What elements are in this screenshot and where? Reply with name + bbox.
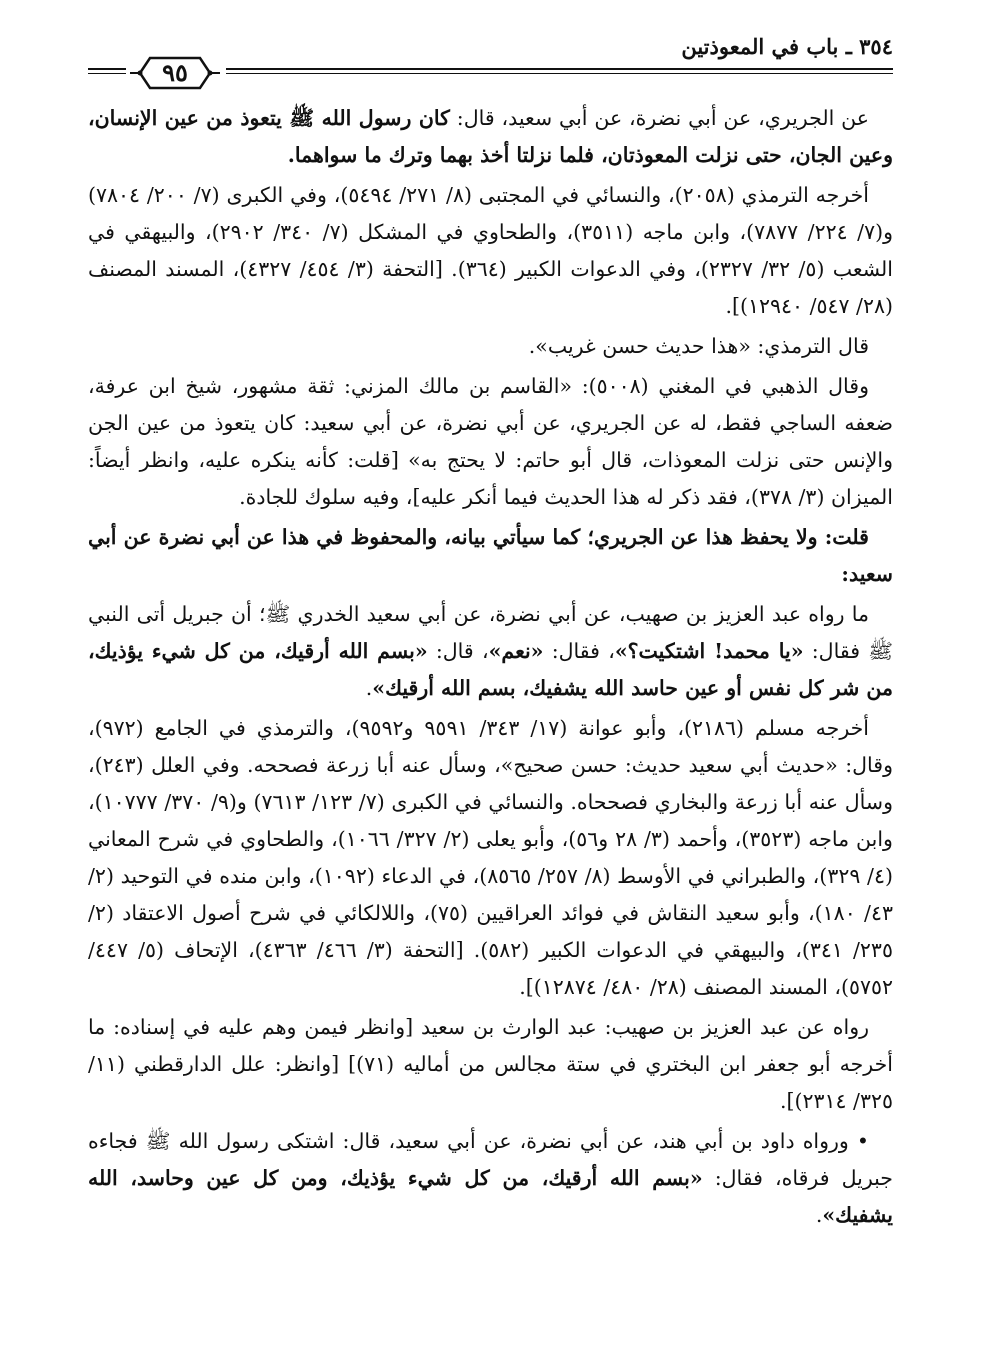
paragraph: [88, 1123, 893, 1234]
paragraph: أخرجه الترمذي (٢٠٥٨)، والنسائي في المجتبى (٨/ ٢٧١/ ٥٤٩٤)، وفي الكبرى (٧/ ٢٠٠/ ٧٨٠٤) و(٧/ ٢٢٤/ ٧٨٧٧)، وابن ماجه (٣٥١١)، والطحاوي في المشكل (٧/ ٣٤٠/ ٢٩٠٢)، والبيهقي في الشعب (٥/ ٣٢/ ٢٣٢٧)، وفي الدعوات الكبير (٣٦٤). [التحفة (٣/ ٤٥٤/ ٤٣٢٧)، المسند المصنف (٢٨/ ٥٤٧/ ١٢٩٤٠)].: [88, 183, 893, 318]
text-run: ، فقال:: [543, 639, 615, 663]
paragraph: رواه عن عبد العزيز بن صهيب: عبد الوارث بن سعيد [وانظر فيمن وهم عليه في إسناده: ما أخرجه أبو جعفر ابن البختري في ستة مجالس من أماليه (٧١)] [وانظر: علل الدارقطني (١١/ ٣٢٥/ ٢٣١٤)].: [88, 1015, 893, 1113]
bold-text-run: «يا محمد! اشتكيت؟»: [614, 639, 804, 663]
page-number: ٩٥: [162, 58, 188, 87]
text-run: .: [815, 1203, 823, 1227]
paragraph: وقال الذهبي في المغني (٥٠٠٨): «القاسم بن مالك المزني: ثقة مشهور، شيخ ابن عرفة، ضعفه الساجي فقط، له عن الجريري، عن أبي نضرة، عن أبي سعيد: كان يتعوذ من عين الجن والإنس حتى نزلت المعوذات، قال أبو حاتم: لا يحتج به» [قلت: كأنه ينكره عليه، وانظر أيضاً: الميزان (٣/ ٣٧٨)، فقد ذكر له هذا الحديث فيما أنكر عليه]، وفيه سلوك للجادة.: [88, 374, 893, 509]
header-rule-left: [88, 68, 126, 70]
text-run: ، قال:: [427, 639, 489, 663]
text-run: • ورواه داود بن أبي هند، عن أبي نضرة، عن أبي سعيد، قال: اشتكى رسول الله ﷺ فجاءه جبريل فرقاه، فقال:: [88, 1129, 893, 1190]
header-rule: [226, 68, 893, 70]
text-run: ما رواه عبد العزيز بن صهيب، عن أبي نضرة، عن أبي سعيد الخدري ﷺ؛ أن جبريل أتى النبي ﷺ فقال:: [88, 602, 894, 663]
running-title: ٣٥٤ ـ باب في المعوذتين: [681, 34, 893, 59]
page-body: [88, 100, 893, 1237]
paragraph: قال الترمذي: «هذا حديث حسن غريب».: [528, 334, 869, 358]
page-header: [88, 30, 893, 96]
text-run: عن الجريري، عن أبي نضرة، عن أبي سعيد، قال:: [449, 106, 869, 130]
bold-text-run: «نعم»: [488, 639, 544, 663]
paragraph: [88, 596, 893, 707]
header-rule-left-thin: [88, 73, 126, 74]
page-number-ornament: [128, 54, 222, 92]
bold-text-run: كان رسول الله ﷺ يتعوذ من عين الإنسان، وعين الجان، حتى نزلت المعوذتان، فلما نزلتا أخذ بهما وترك ما سواهما.: [88, 106, 893, 167]
header-rule-thin: [226, 73, 893, 74]
paragraph: [88, 100, 893, 174]
bold-text-run: «بسم الله أرقيك، من كل شيء يؤذيك، ومن كل عين وحاسد، الله يشفيك»: [88, 1166, 893, 1227]
bold-text-run: «بسم الله أرقيك، من كل شيء يؤذيك، من شر كل نفس أو عين حاسد الله يشفيك، بسم الله أرقيك»: [88, 639, 893, 700]
paragraph: قلت: ولا يحفظ هذا عن الجريري؛ كما سيأتي بيانه، والمحفوظ في هذا عن أبي نضرة عن أبي سعيد:: [88, 525, 893, 586]
text-run: .: [365, 676, 373, 700]
paragraph: أخرجه مسلم (٢١٨٦)، وأبو عوانة (١٧/ ٣٤٣/ ٩٥٩١ و٩٥٩٢)، والترمذي في الجامع (٩٧٢)، وقال: «حديث أبي سعيد حديث: حسن صحيح»، وسأل عنه أبا زرعة فصححه. وفي العلل (٢٤٣)، وسأل عنه أبا زرعة والبخاري فصححاه. والنسائي في الكبرى (٧/ ١٢٣/ ٧٦١٣) و(٩/ ٣٧٠/ ١٠٧٧٧)، وابن ماجه (٣٥٢٣)، وأحمد (٣/ ٢٨ و٥٦)، وأبو يعلى (٢/ ٣٢٧/ ١٠٦٦)، والطحاوي في شرح المعاني (٤/ ٣٢٩)، والطبراني في الأوسط (٨/ ٢٥٧/ ٨٥٦٥)، في الدعاء (١٠٩٢)، وابن منده في التوحيد (٢/ ٤٣/ ١٨٠)، وأبو سعيد النقاش في فوائد العراقيين (٧٥)، واللالكائي في شرح أصول الاعتقاد (٢/ ٢٣٥/ ٣٤١)، والبيهقي في الدعوات الكبير (٥٨٢). [التحفة (٣/ ٤٦٦/ ٤٣٦٣)، الإتحاف (٥/ ٤٤٧/ ٥٧٥٢)، المسند المصنف (٢٨/ ٤٨٠/ ١٢٨٧٤)].: [88, 716, 893, 999]
